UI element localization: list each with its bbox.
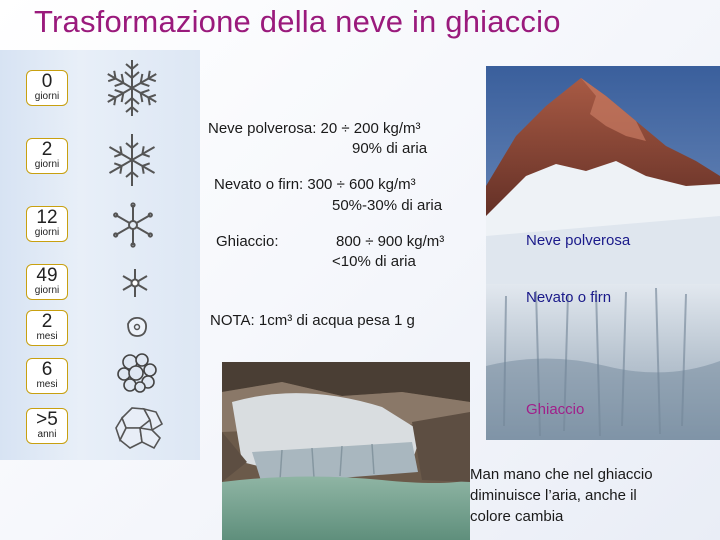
photo-label-powder: Neve polverosa [526, 232, 631, 249]
caption-line-2: diminuisce l’aria, anche il [470, 487, 637, 504]
stage-unit: giorni [34, 227, 60, 238]
caption-line-3: colore cambia [470, 508, 564, 525]
stage-badge-6 [26, 408, 68, 444]
dendritic-snowflake-icon [100, 56, 164, 120]
stage-badge-2 [26, 206, 68, 242]
firn-air-text: 50%-30% di aria [332, 197, 443, 214]
reduced-snowflake-icon [108, 200, 158, 250]
grain-cluster-icon [114, 350, 162, 396]
stage-badge-5 [26, 358, 68, 394]
stage-number: 2 [41, 311, 53, 332]
stage-number: 0 [41, 71, 53, 92]
stage-number: 49 [36, 265, 58, 286]
stage-number: 2 [41, 139, 53, 160]
stage-badge-0 [26, 70, 68, 106]
crystal-progression-strip [0, 50, 200, 460]
stage-unit: anni [37, 429, 57, 440]
stage-badge-3 [26, 264, 68, 300]
slide-title: Trasformazione della neve in ghiaccio [34, 4, 561, 39]
stage-unit: giorni [34, 159, 60, 170]
firn-density-text: Nevato o firn: 300 ÷ 600 kg/m³ [214, 176, 416, 193]
ice-polygon-cluster-icon [114, 400, 168, 456]
photo-label-ice: Ghiaccio [526, 401, 585, 418]
powder-air-text: 90% di aria [352, 140, 428, 157]
ice-air-text: <10% di aria [332, 253, 416, 270]
stage-unit: giorni [34, 91, 60, 102]
ice-label-text: Ghiaccio: [216, 233, 279, 250]
branched-snowflake-icon [100, 128, 164, 192]
stage-unit: mesi [36, 331, 58, 342]
stage-number: >5 [36, 409, 58, 430]
small-star-icon [118, 266, 152, 300]
stage-unit: giorni [34, 285, 60, 296]
photo-label-firn: Nevato o firn [526, 289, 612, 306]
ice-density-text: 800 ÷ 900 kg/m³ [336, 233, 445, 250]
stage-number: 6 [41, 359, 53, 380]
stage-badge-1 [26, 138, 68, 174]
glacier-lake-photo [222, 362, 470, 540]
glacier-wall-photo [486, 66, 720, 440]
stage-number: 12 [36, 207, 58, 228]
note-text: NOTA: 1cm³ di acqua pesa 1 g [210, 312, 415, 329]
caption-line-1: Man mano che nel ghiaccio [470, 466, 653, 483]
powder-density-text: Neve polverosa: 20 ÷ 200 kg/m³ [208, 120, 421, 137]
rounded-grain-icon [124, 314, 150, 340]
stage-badge-4 [26, 310, 68, 346]
stage-unit: mesi [36, 379, 58, 390]
